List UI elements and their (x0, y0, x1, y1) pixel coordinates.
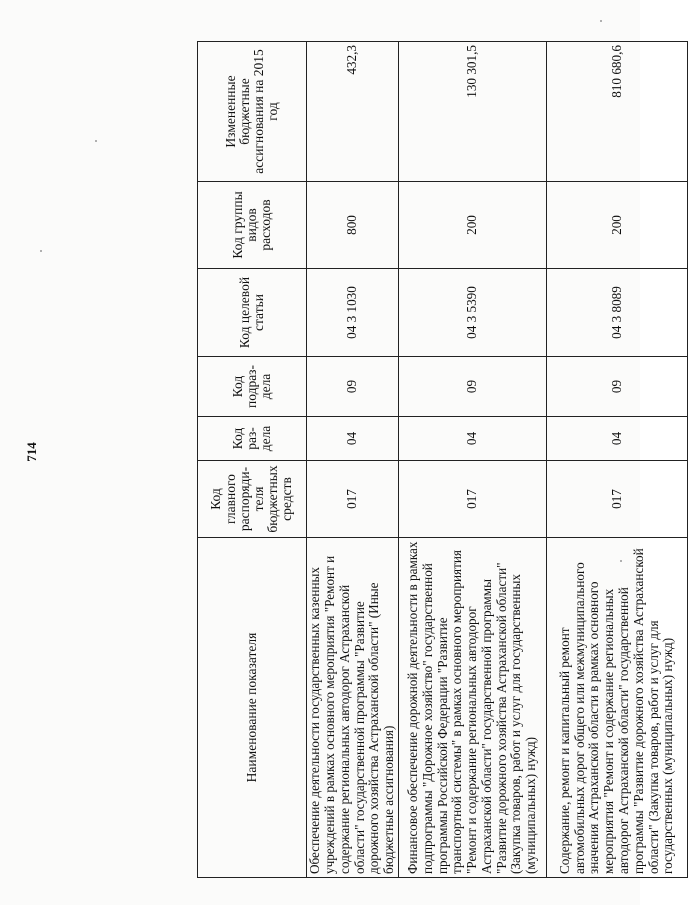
header-target: Код целевой статьи (198, 269, 307, 357)
row-grbs: 017 (547, 461, 688, 538)
row-razdel: 04 (547, 417, 688, 461)
row-amount: 432,3 (307, 42, 399, 182)
row-grbs: 017 (307, 461, 399, 538)
row-expense-group: 200 (399, 182, 547, 269)
header-grbs: Код главного распоряди-теля бюджетных средств (198, 461, 307, 538)
table-row (307, 42, 399, 878)
scan-speck (95, 140, 97, 142)
table-row (547, 42, 688, 878)
rotated-table-wrapper (197, 42, 676, 878)
row-amount: 130 301,5 (399, 42, 547, 182)
row-podrazdel: 09 (547, 357, 688, 417)
header-name: Наименование показателя (198, 538, 307, 878)
scan-speck (40, 250, 42, 252)
header-row (198, 42, 307, 878)
table-row (399, 42, 547, 878)
row-target: 04 3 5390 (399, 269, 547, 357)
row-podrazdel: 09 (399, 357, 547, 417)
page-number: 714 (24, 442, 39, 462)
row-name: Содержание, ремонт и капитальный ремонт автомобильных дорог общего или межмуниципального значения Астраханской области в рамках основного мероприятия "Ремонт и содержание региональных автодорог Астраханской области" государственной программы "Развитие дорожного хозяйства Астраханской области" (Закупка товаров, работ и услуг для государственных (муниципальных) нужд) (547, 538, 688, 878)
scan-speck (600, 20, 602, 22)
row-razdel: 04 (307, 417, 399, 461)
row-razdel: 04 (399, 417, 547, 461)
row-expense-group: 800 (307, 182, 399, 269)
row-name: Финансовое обеспечение дорожной деятельности в рамках подпрограммы "Дорожное хозяйство" государственной программы Российской Федерации "Развитие транспортной системы" в рамках основного мероприятия "Ремонт и содержание региональных автодорог Астраханской области" государственной программы "Развитие дорожного хозяйства Астраханской области" (Закупка товаров, работ и услуг для государственных (муниципальных) нужд) (399, 538, 547, 878)
row-expense-group: 200 (547, 182, 688, 269)
header-amount: Измененные бюджетные ассигнования на 2015 год (198, 42, 307, 182)
budget-table (197, 41, 688, 878)
header-podrazdel: Код подраз-дела (198, 357, 307, 417)
header-razdel: Код раз-дела (198, 417, 307, 461)
row-target: 04 3 8089 (547, 269, 688, 357)
row-name: Обеспечение деятельности государственных казенных учреждений в рамках основного мероприятия "Ремонт и содержание региональных автодорог Астраханской области" государственной программы "Развитие дорожного хозяйства Астраханской области" (Иные бюджетные ассигнования) (307, 538, 399, 878)
row-grbs: 017 (399, 461, 547, 538)
row-target: 04 3 1030 (307, 269, 399, 357)
row-amount: 810 680,6 (547, 42, 688, 182)
row-podrazdel: 09 (307, 357, 399, 417)
header-expense-group: Код группы видов расходов (198, 182, 307, 269)
